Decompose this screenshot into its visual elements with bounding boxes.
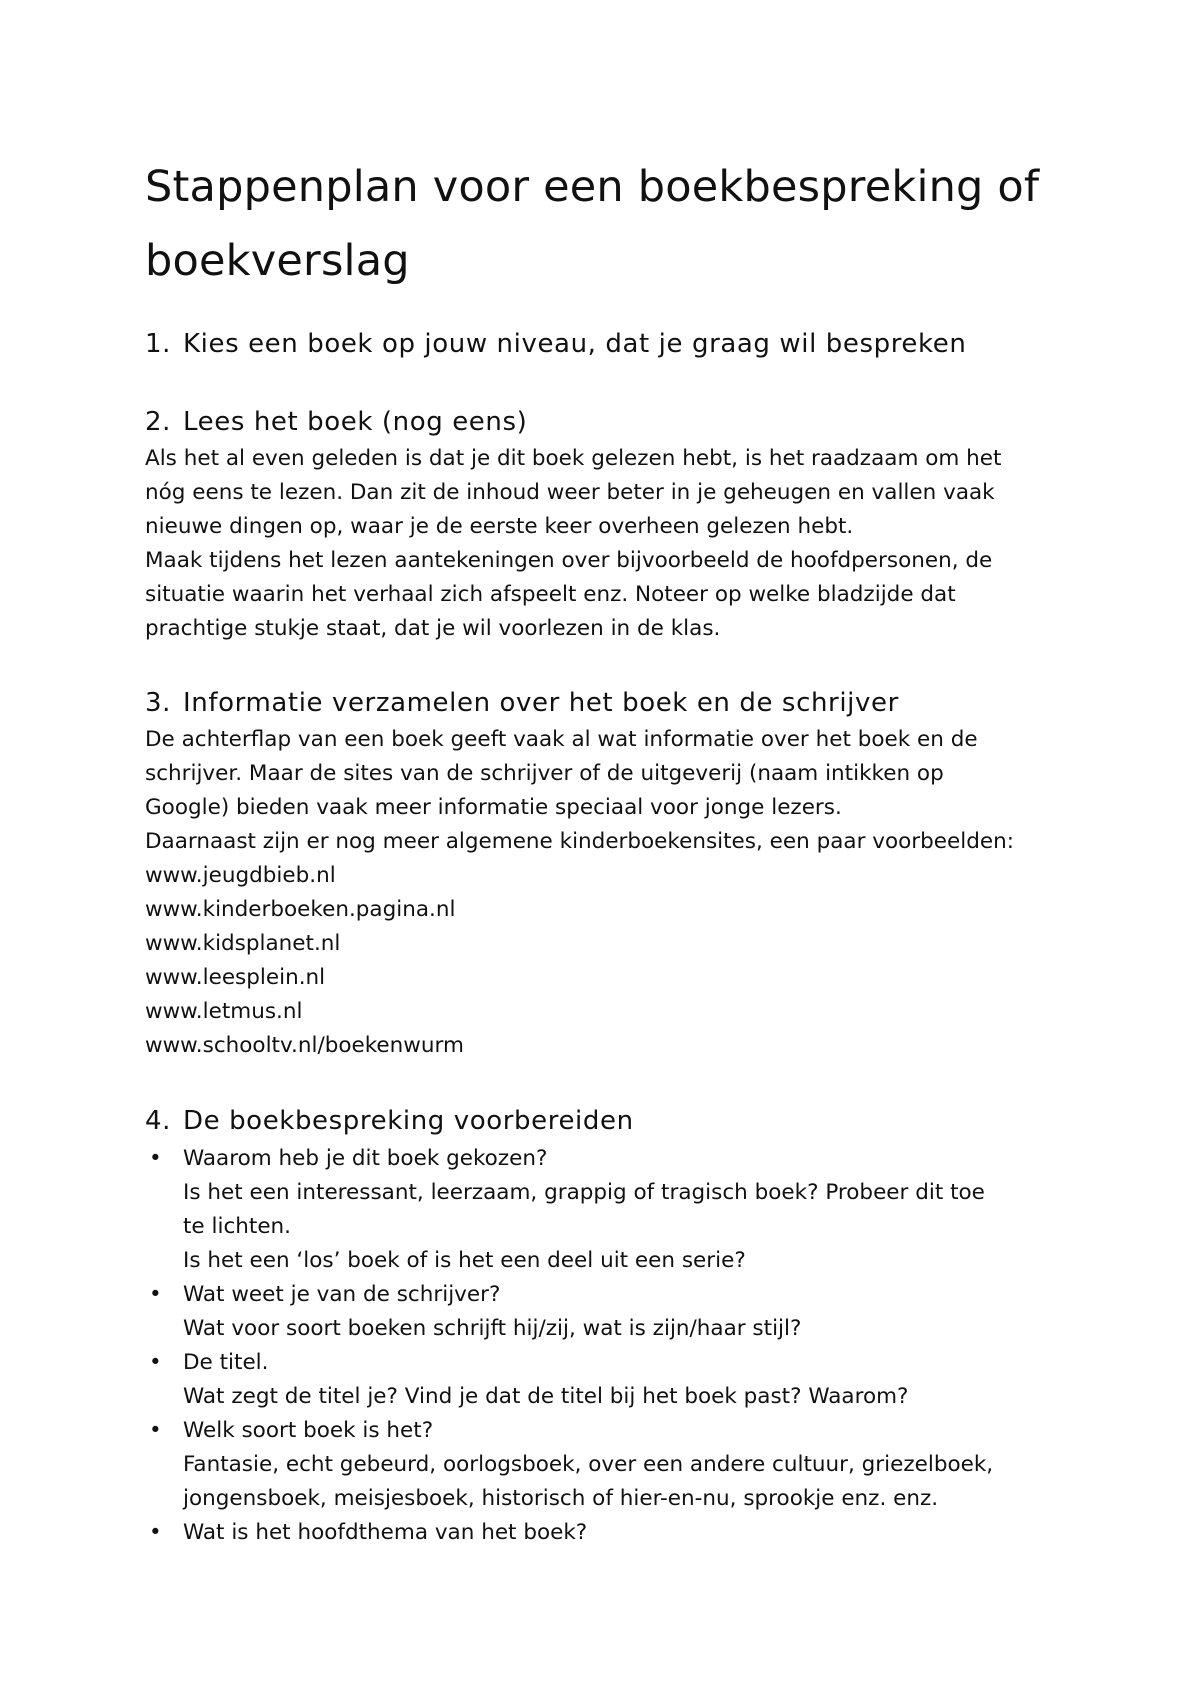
title-line: boekverslag <box>145 236 410 286</box>
bullet-icon: • <box>149 1520 162 1545</box>
paragraph-line: Daarnaast zijn er nog meer algemene kinderboekensites, een paar voorbeelden: <box>145 829 1014 854</box>
paragraph-line: Google) bieden vaak meer informatie speciaal voor jonge lezers. <box>145 795 842 820</box>
paragraph-line: nóg eens te lezen. Dan zit de inhoud weer beter in je geheugen en vallen vaak <box>145 480 995 505</box>
bullet-line: Wat voor soort boeken schrijft hij/zij, wat is zijn/haar stijl? <box>183 1316 802 1341</box>
bullet-line: Welk soort boek is het? <box>183 1418 434 1443</box>
step-4-heading <box>145 1104 634 1138</box>
website-link[interactable]: www.schooltv.nl/boekenwurm <box>145 1033 464 1058</box>
paragraph-line: nieuwe dingen op, waar je de eerste keer overheen gelezen hebt. <box>145 514 854 539</box>
bullet-line: Waarom heb je dit boek gekozen? <box>183 1146 548 1171</box>
step-number: 2. <box>145 407 172 437</box>
document-title <box>145 150 1075 298</box>
paragraph-line: De achterflap van een boek geeft vaak al wat informatie over het boek en de <box>145 727 978 752</box>
step-3-paragraph <box>145 723 1075 1063</box>
website-link[interactable]: www.kidsplanet.nl <box>145 931 341 956</box>
bullet-item <box>145 1142 1075 1278</box>
step-3-heading <box>145 686 899 720</box>
bullet-line: Is het een interessant, leerzaam, grappig of tragisch boek? Probeer dit toe <box>183 1180 985 1205</box>
step-2-heading <box>145 405 527 439</box>
step-heading-text: Kies een boek op jouw niveau, dat je graag wil bespreken <box>183 329 967 359</box>
bullet-line: Wat zegt de titel je? Vind je dat de titel bij het boek past? Waarom? <box>183 1384 909 1409</box>
bullet-icon: • <box>149 1350 162 1375</box>
step-2-paragraph <box>145 442 1075 646</box>
bullet-icon: • <box>149 1418 162 1443</box>
bullet-line: jongensboek, meisjesboek, historisch of hier-en-nu, sprookje enz. enz. <box>183 1486 939 1511</box>
bullet-item <box>145 1278 1075 1346</box>
paragraph-line: situatie waarin het verhaal zich afspeelt enz. Noteer op welke bladzijde dat <box>145 582 956 607</box>
bullet-icon: • <box>149 1282 162 1307</box>
step-number: 1. <box>145 329 172 359</box>
bullet-line: Wat weet je van de schrijver? <box>183 1282 501 1307</box>
step-heading-text: Informatie verzamelen over het boek en de schrijver <box>183 688 899 718</box>
website-link[interactable]: www.jeugdbieb.nl <box>145 863 336 888</box>
bullet-item <box>145 1346 1075 1414</box>
bullet-line: Fantasie, echt gebeurd, oorlogsboek, over een andere cultuur, griezelboek, <box>183 1452 994 1477</box>
website-link[interactable]: www.leesplein.nl <box>145 965 326 990</box>
bullet-line: Wat is het hoofdthema van het boek? <box>183 1520 588 1545</box>
paragraph-line: schrijver. Maar de sites van de schrijver of de uitgeverij (naam intikken op <box>145 761 944 786</box>
bullet-item <box>145 1414 1075 1516</box>
website-link[interactable]: www.letmus.nl <box>145 999 303 1024</box>
step-heading-text: Lees het boek (nog eens) <box>183 407 528 437</box>
bullet-line: De titel. <box>183 1350 269 1375</box>
step-number: 4. <box>145 1106 172 1136</box>
step-number: 3. <box>145 688 172 718</box>
bullet-line: Is het een ‘los’ boek of is het een deel uit een serie? <box>183 1248 746 1273</box>
step-1-heading <box>145 327 966 361</box>
step-4-bullet-list <box>145 1142 1075 1550</box>
paragraph-line: prachtige stukje staat, dat je wil voorlezen in de klas. <box>145 616 721 641</box>
bullet-item <box>145 1516 1075 1550</box>
title-line: Stappenplan voor een boekbespreking of <box>145 162 1040 212</box>
bullet-line: te lichten. <box>183 1214 292 1239</box>
paragraph-line: Maak tijdens het lezen aantekeningen over bijvoorbeeld de hoofdpersonen, de <box>145 548 993 573</box>
website-link[interactable]: www.kinderboeken.pagina.nl <box>145 897 456 922</box>
paragraph-line: Als het al even geleden is dat je dit boek gelezen hebt, is het raadzaam om het <box>145 446 1002 471</box>
bullet-icon: • <box>149 1146 162 1171</box>
step-heading-text: De boekbespreking voorbereiden <box>183 1106 634 1136</box>
